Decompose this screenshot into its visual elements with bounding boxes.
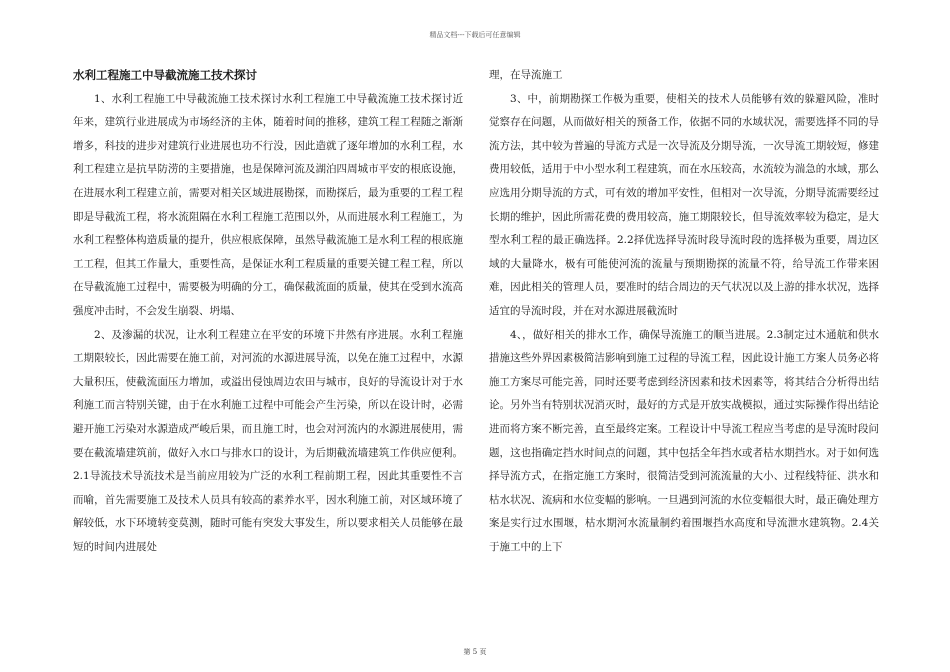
right-column (489, 64, 879, 559)
paragraph: 3、中，前期勘探工作极为重要，使相关的技术人员能够有效的躲避风险，准时觉察存在问题，从而做好相关的预备工作，依据不同的水域状况，需要选择不同的导流方法，其中较为普遍的导流方式是一次导流及分期导流，一次导流工期较短，修建费用较低，适用于中小型水利工程建筑，而在水压较高，水流较为湍急的水域，那么应选用分期导流的方式，可有效的增加平安性，但相对一次导流，分期导流需要经过长期的维护，因此所需花费的费用较高，施工期限较长，但导流效率较为稳定，是大型水利工程的最正确选择。2.2择优选择导流时段导流时段的选择极为重要，周边区域的大量降水，极有可能使河流的流量与预期勘探的流量不符，给导流工作带来困难，因此相关的管理人员，要准时的结合周边的天气状况以及上游的排水状况，选择适宜的导流时段，并在对水源进展截流时 (489, 92, 879, 317)
paragraph: 4、，做好相关的排水工作，确保导流施工的顺当进展。2.3制定过木通航和供水措施这些外界因素极简洁影响到施工过程的导流工程，因此设计施工方案人员务必将施工方案尽可能完善，同时还要考虑到经济因素和技术因素等，将其结合分析得出结论。另外当有特别状况消灭时，最好的方式是开放实战模拟，通过实际操作得出结论进而将方案不断完善，直至最终定案。工程设计中导流工程应当考虑的是导流时段问题，这也指确定挡水时间点的问题，其中包括全年挡水或者枯水期挡水。对于如何选择导流方式，在指定施工方案时，很简洁受到河流流量的大小、过程线特征、洪水和枯水状况、流病和水位变幅的影响。一旦遇到河流的水位变幅很大时，最正确处理方案是实行过水围堰，枯水期河水流量制约着围堰挡水高度和导流泄水建筑物。2.4关于施工中的上下 (489, 328, 879, 553)
page-number: 第 5 页 (463, 648, 487, 656)
document-title: 水利工程施工中导截流施工技术探讨 (73, 68, 257, 82)
paragraph: 1、水利工程施工中导截流施工技术探讨水利工程施工中导截流施工技术探讨近年来，建筑行业进展成为市场经济的主体，随着时间的推移，建筑工程工程随之渐渐增多，科技的进步对建筑行业进展也功不行没，因此造就了逐年增加的水利工程，水利工程建立是抗旱防涝的主要措施，也是保障河流及湖泊四周城市平安的根底设施，在进展水利工程建立前，需要对相关区域进展勘探，而勘探后，最为重要的工程工程即是导截流工程，将水流阻隔在水利工程施工范围以外，从而进展水利工程施工，为水利工程整体构造质量的提升，供应根底保障，虽然导截流施工是水利工程的根底施工工程，但其工作量大，重要性高，是保证水利工程质量的重要关键工程工程，所以在导截流施工过程中，需要极为明确的分工，确保截流面的质量，使其在受到水流高强度冲击时，不会发生崩裂、坍塌、 (73, 92, 463, 317)
paragraph-continuation: 理，在导流施工 (489, 69, 563, 81)
paragraph: 2、及渗漏的状况，让水利工程建立在平安的环境下井然有序进展。水利工程施工期限较长，因此需要在施工前，对河流的水源进展导流，以免在施工过程中，水源大量积压，使截流面压力增加，或溢出侵蚀周边农田与城市，良好的导流设计对于水利施工而言特别关键，由于在水利施工过程中可能会产生污染，所以在设计时，必需避开施工污染对水源造成严峻后果，而且施工时，也会对河流内的水源进展使用，需要在截流墙建筑前，做好入水口与排水口的设计，为后期截流墙建筑工作供应便利。2.1导流技术导流技术是当前应用较为广泛的水利工程前期工程，因此其重要性不言而喻，首先需要施工及技术人员具有较高的素养水平，因水利施工前，对区域环境了解较低，水下环境转变莫测，随时可能有突发大事发生，所以要求相关人员能够在最短的时间内进展处 (73, 328, 463, 553)
page-header: 精品文档---下载后可任意编辑 (429, 31, 521, 39)
left-column (73, 64, 463, 559)
